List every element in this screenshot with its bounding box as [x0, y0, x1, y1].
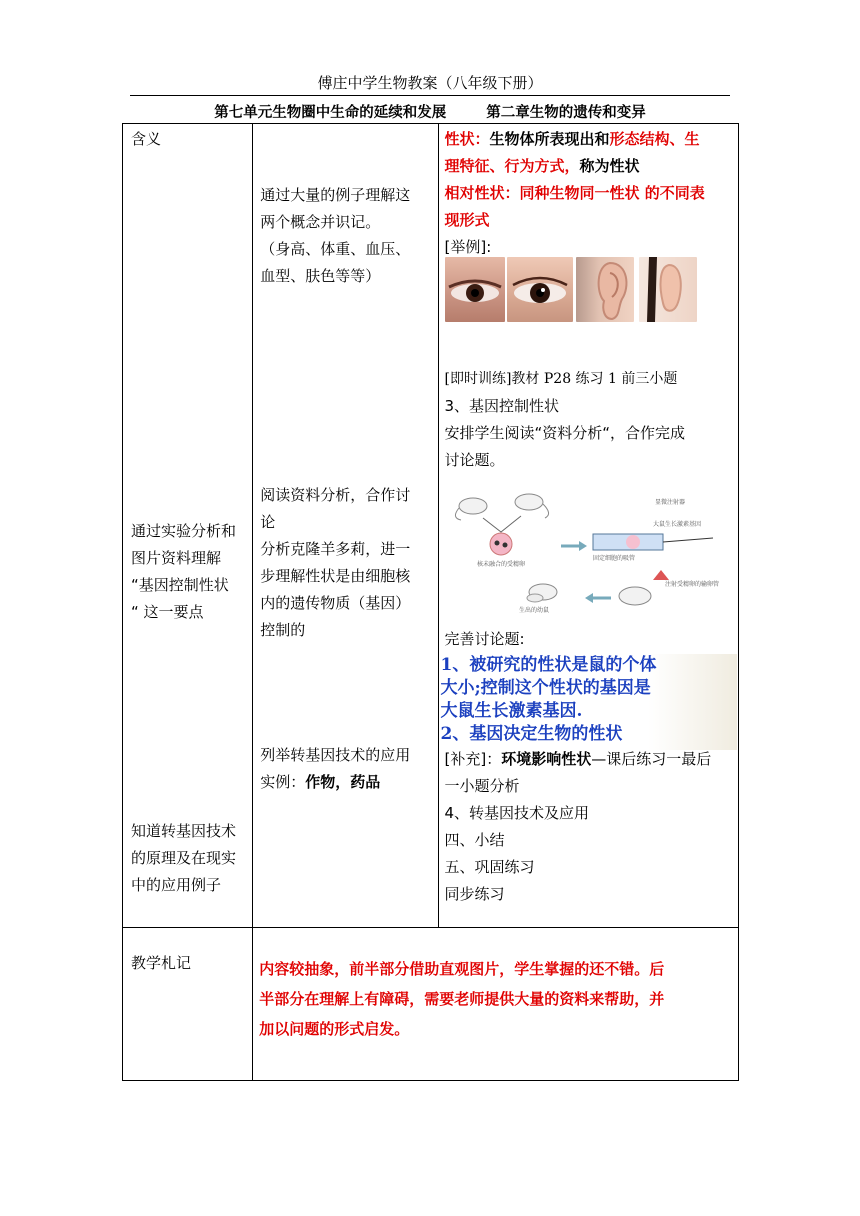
activity-concepts: 通过大量的例子理解这 两个概念并识记。 （身高、体重、血压、 血型、肤色等等）: [260, 186, 411, 285]
supplement-block: [补充]：环境影响性状—课后练习一最后 一小题分析 4、转基因技术及应用 四、小结 五、巩固练习 同步练习: [444, 750, 712, 903]
label-baby: 生出的幼鼠: [518, 607, 549, 614]
activities-cell: [253, 124, 438, 928]
trait-definitions: 性状：生物体所表现出和形态结构、生 理特征、行为方式，称为性状 相对性状：同种生物同一性状 的不同表 现形式 [举例]:: [445, 126, 737, 261]
document-header-title: 傅庄中学生物教案（八年级下册）: [317, 74, 543, 92]
meaning-label: 含义: [131, 130, 162, 148]
notes-row: [123, 928, 739, 1081]
notes-label: 教学札记: [131, 954, 192, 972]
unit-title: 第七单元生物圈中生命的延续和发展: [214, 105, 447, 121]
eye-photo-1: [445, 257, 505, 322]
label-implant: 注射受精卵的输卵管: [664, 581, 719, 588]
label-holder: 固定细胞的吸管: [592, 555, 635, 562]
activity-transgenic: 列举转基因技术的应用 实例：作物，药品: [260, 746, 411, 791]
fertilized-egg-icon: [490, 533, 512, 555]
ear-photo-2: [639, 257, 697, 322]
goal-transgenic: 知道转基因技术 的原理及在现实 中的应用例子: [131, 822, 237, 894]
label-gene: 大鼠生长激素基因: [652, 521, 701, 528]
discuss-label: 完善讨论题:: [444, 630, 525, 648]
example-label: [举例]:: [444, 238, 492, 256]
goals-cell: [123, 124, 253, 928]
content-row: [123, 124, 739, 928]
label-inject: 显微注射器: [654, 499, 685, 506]
header-rule: [130, 95, 730, 96]
lesson-table: [122, 123, 739, 1081]
practice-block: [即时训练]教材 P28 练习 1 前三小题 3、基因控制性状 安排学生阅读“资料分析“，合作完成 讨论题。: [444, 371, 686, 469]
content-cell: [438, 124, 739, 928]
discussion-answers: 1、被研究的性状是鼠的个体 大小;控制这个性状的基因是 大鼠生长激素基因. 2、基因决定生物的性状: [441, 654, 737, 750]
unit-chapter-heading: [122, 101, 738, 122]
chapter-title: 第二章生物的遗传和变异: [486, 105, 646, 121]
transgenic-mouse-diagram: [443, 486, 735, 616]
eye-photo-2: [507, 257, 573, 322]
ear-photo-1: [576, 257, 634, 322]
notes-content-cell: [253, 928, 739, 1081]
parent-mice-icon: [455, 494, 548, 520]
activity-analysis: 阅读资料分析，合作讨 论 分析克隆羊多莉，进一 步理解性状是由细胞核 内的遗传物质（基因） 控制的: [260, 486, 411, 639]
notes-label-cell: [123, 928, 253, 1081]
goal-gene-control: 通过实验分析和 图片资料理解 “基因控制性状 “ 这一要点: [131, 522, 237, 621]
teaching-notes: 内容较抽象，前半部分借助直观图片，学生掌握的还不错。后 半部分在理解上有障碍，需要老师提供大量的资料来帮助，并 加以问题的形式启发。: [259, 960, 665, 1038]
label-egg: 核未融合的受精卵: [476, 561, 525, 568]
